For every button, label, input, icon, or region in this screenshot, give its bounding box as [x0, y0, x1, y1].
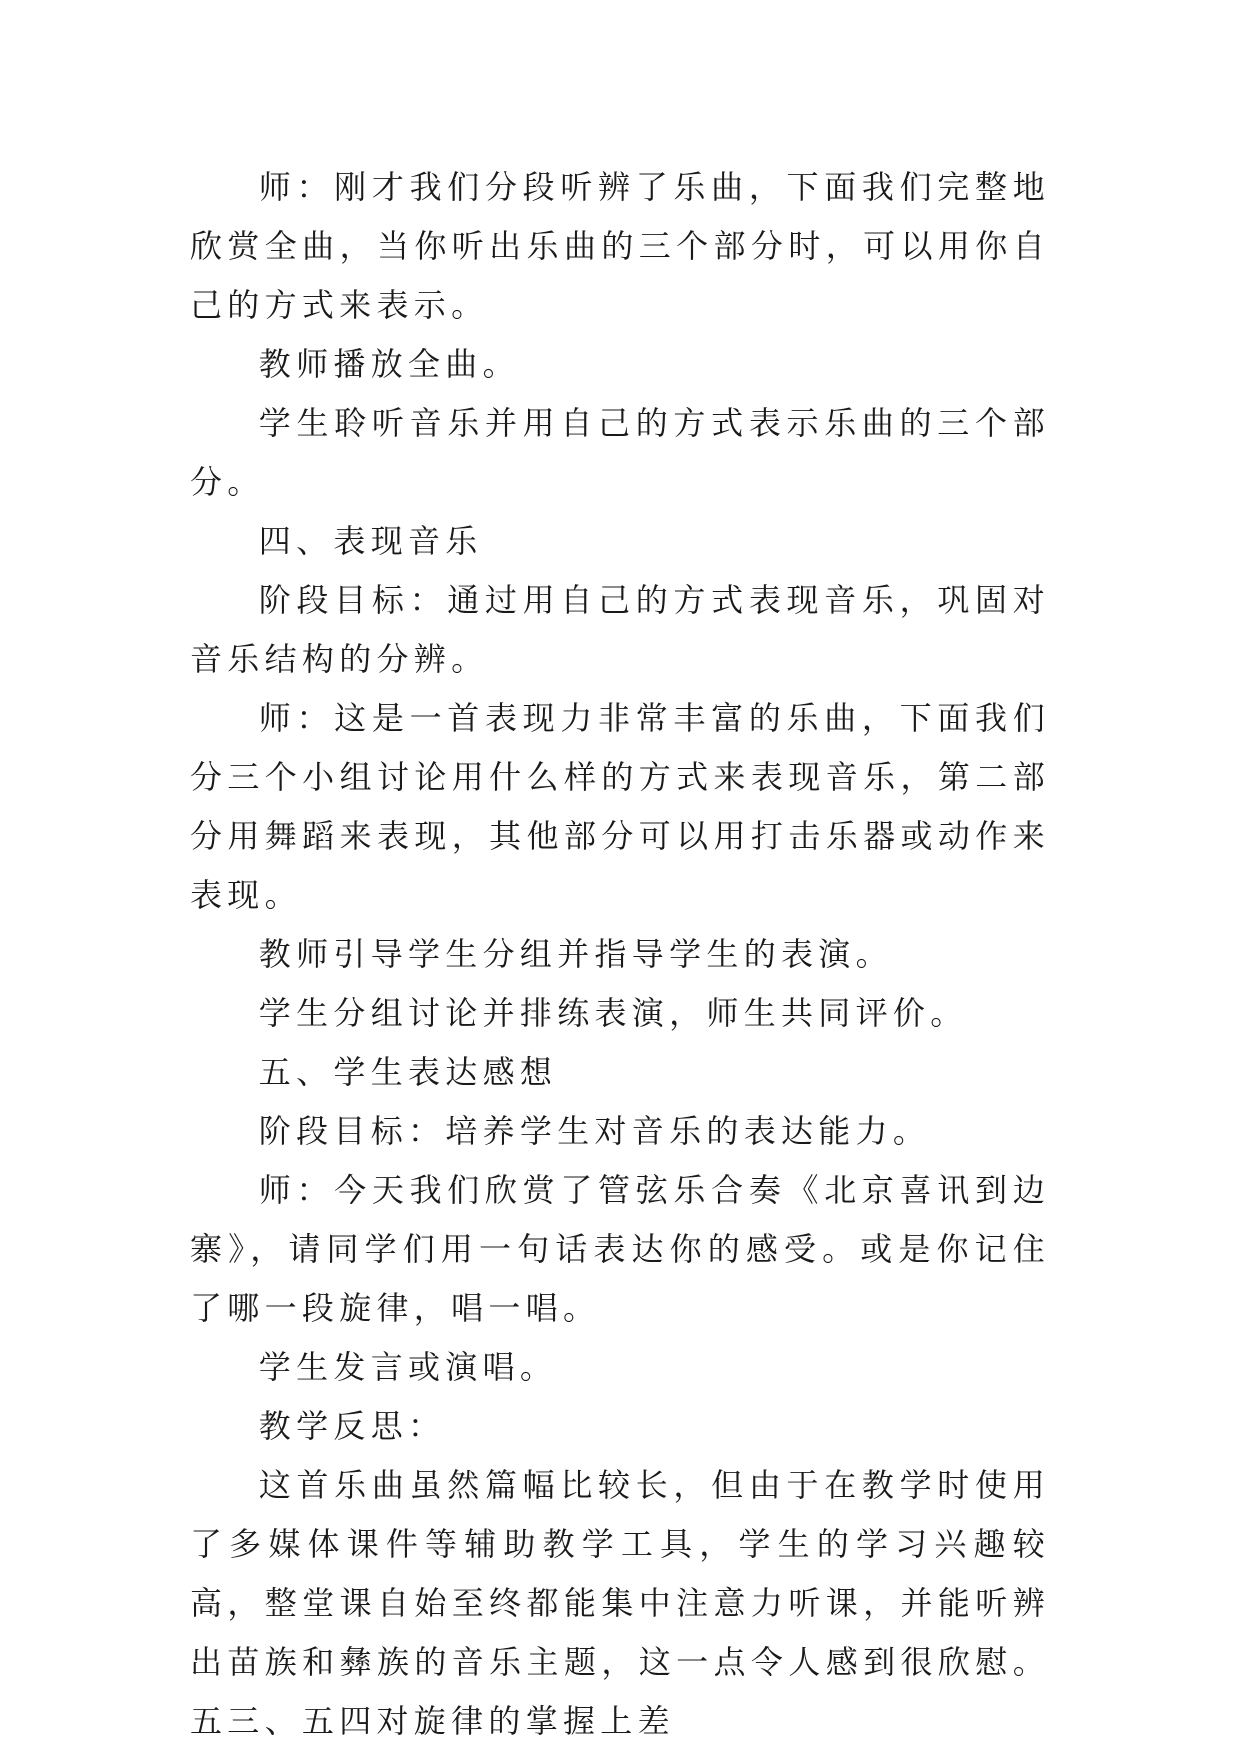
section-heading-perform-music: 四、表现音乐	[258, 522, 483, 560]
paragraph-stage-goal-5: 阶段目标：培养学生对音乐的表达能力。	[258, 1112, 931, 1150]
paragraph-teacher-plays: 教师播放全曲。	[258, 345, 520, 383]
paragraph-students-listen: 学生聆听音乐并用自己的方式表示乐曲的三个部分。	[190, 404, 1050, 501]
paragraph-teacher-full-listen: 师：刚才我们分段听辨了乐曲，下面我们完整地欣赏全曲，当你听出乐曲的三个部分时，可以用你自己的方式来表示。	[190, 168, 1050, 324]
paragraph-teacher-guides: 教师引导学生分组并指导学生的表演。	[258, 935, 893, 973]
section-heading-student-thoughts: 五、学生表达感想	[258, 1053, 558, 1091]
document-body	[190, 158, 1050, 1751]
paragraph-students-speak: 学生发言或演唱。	[258, 1348, 558, 1386]
paragraph-stage-goal-4: 阶段目标：通过用自己的方式表现音乐，巩固对音乐结构的分辨。	[190, 581, 1050, 678]
section-heading-teaching-reflection: 教学反思：	[258, 1407, 446, 1445]
paragraph-students-rehearse: 学生分组讨论并排练表演，师生共同评价。	[258, 994, 968, 1032]
paragraph-teacher-groups: 师：这是一首表现力非常丰富的乐曲，下面我们分三个小组讨论用什么样的方式来表现音乐，第二部分用舞蹈来表现，其他部分可以用打击乐器或动作来表现。	[190, 699, 1050, 914]
paragraph-teacher-today: 师：今天我们欣赏了管弦乐合奏《北京喜讯到边寨》，请同学们用一句话表达你的感受。或是你记住了哪一段旋律，唱一唱。	[190, 1171, 1050, 1327]
paragraph-reflection: 这首乐曲虽然篇幅比较长，但由于在教学时使用了多媒体课件等辅助教学工具，学生的学习兴趣较高，整堂课自始至终都能集中注意力听课，并能听辨出苗族和彝族的音乐主题，这一点令人感到很欣慰。五三、五四对旋律的掌握上差	[190, 1466, 1050, 1740]
